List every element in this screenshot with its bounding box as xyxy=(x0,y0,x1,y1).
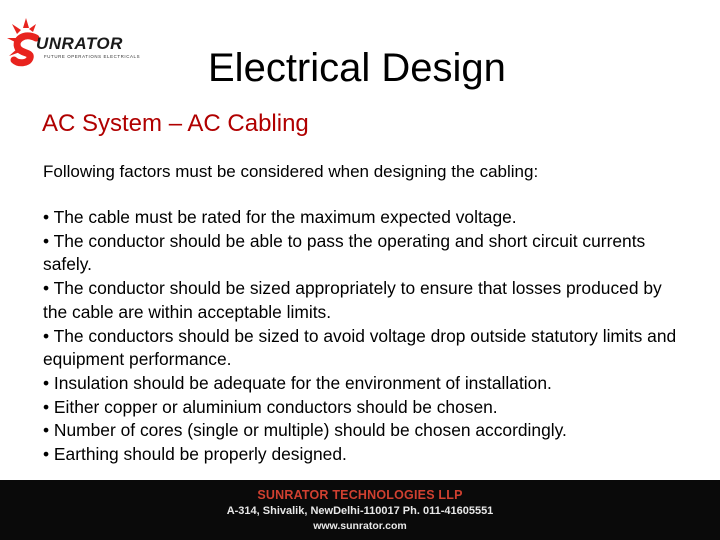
bullet-item: • Number of cores (single or multiple) should be chosen accordingly. xyxy=(43,420,567,441)
footer-address: A-314, Shivalik, NewDelhi-110017 Ph. 011-41605551 xyxy=(226,505,494,517)
bullet-item: • Either copper or aluminium conductors should be chosen. xyxy=(43,396,498,417)
bullet-item: • The conductor should be able to pass the operating and short circuit currents safely. xyxy=(43,230,646,275)
bullet-item: • The cable must be rated for the maximum expected voltage. xyxy=(43,207,517,227)
logo-tagline: FUTURE OPERATIONS ELECTRICALS xyxy=(44,54,141,59)
bullet-item: • Insulation should be adequate for the environment of installation. xyxy=(43,372,552,393)
bullet-item: • Earthing should be properly designed. xyxy=(43,444,347,465)
footer-bar xyxy=(0,480,720,540)
bullet-item: • The conductor should be sized appropriately to ensure that losses produced by the cable are within acceptable limits. xyxy=(43,278,662,322)
logo-wordmark: UNRATOR xyxy=(36,34,123,53)
bullet-list xyxy=(43,206,683,467)
bullet-item: • The conductors should be sized to avoid voltage drop outside statutory limits and equipment performance. xyxy=(43,325,677,370)
company-logo xyxy=(6,14,156,70)
footer-company-name: SUNRATOR TECHNOLOGIES LLP xyxy=(257,488,463,502)
slide-title: Electrical Design xyxy=(208,46,506,90)
intro-text: Following factors must be considered when designing the cabling: xyxy=(43,162,539,181)
slide-subtitle: AC System – AC Cabling xyxy=(42,110,309,137)
footer-website[interactable]: www.sunrator.com xyxy=(313,520,407,532)
